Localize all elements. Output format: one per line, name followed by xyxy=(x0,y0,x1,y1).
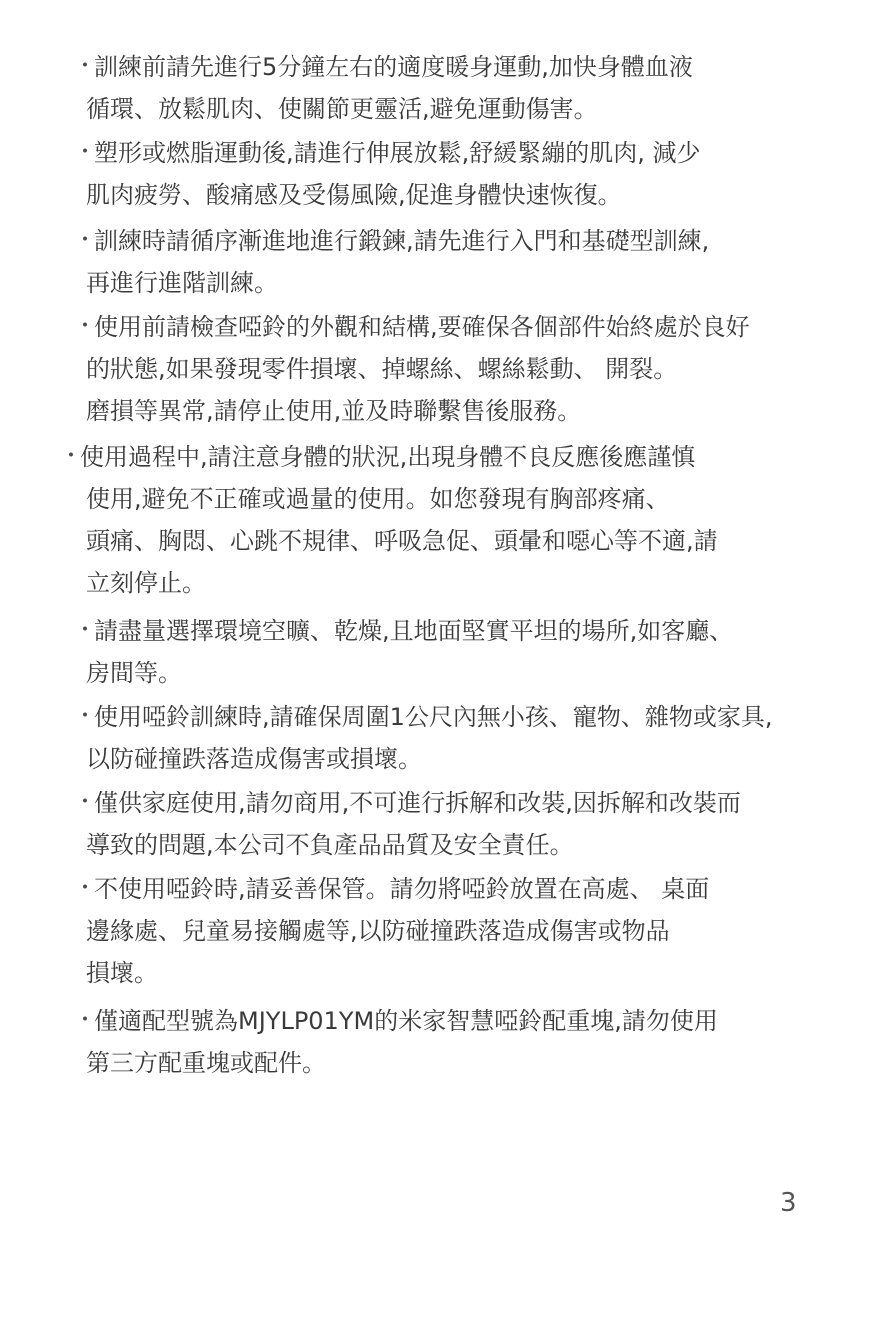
safety-item-warmup xyxy=(72,46,812,130)
item-text: 使用過程中,請注意身體的狀況,出現身體不良反應後應謹慎 xyxy=(80,443,696,471)
item-line xyxy=(72,1000,812,1042)
item-text: 訓練前請先進行5分鐘左右的適度暖身運動,加快身體血液 xyxy=(94,53,693,81)
bullet-icon: ・ xyxy=(74,314,97,339)
safety-item-compatibility xyxy=(72,1000,812,1084)
item-text: 訓練時請循序漸進地進行鍛鍊,請先進行入門和基礎型訓練, xyxy=(94,227,710,255)
safety-item-progression xyxy=(72,220,812,304)
item-line: 肌肉疲勞、酸痛感及受傷風險,促進身體快速恢復。 xyxy=(86,181,622,209)
item-line: 導致的問題,本公司不負產品品質及安全責任。 xyxy=(86,831,574,859)
item-line xyxy=(72,868,812,910)
item-line xyxy=(58,436,818,478)
bullet-icon: ・ xyxy=(74,704,97,729)
bullet-icon: ・ xyxy=(74,140,97,165)
safety-item-surroundings xyxy=(72,696,812,780)
item-text: 僅供家庭使用,請勿商用,不可進行拆解和改裝,因拆解和改裝而 xyxy=(94,789,741,817)
item-line: 房間等。 xyxy=(86,659,182,687)
safety-item-storage xyxy=(72,868,812,994)
item-line xyxy=(72,696,812,738)
item-line: 磨損等異常,請停止使用,並及時聯繫售後服務。 xyxy=(86,397,582,425)
item-line: 第三方配重塊或配件。 xyxy=(86,1049,326,1077)
safety-item-environment xyxy=(72,610,812,694)
page-number: 3 xyxy=(780,1188,797,1218)
item-text: 使用前請檢查啞鈴的外觀和結構,要確保各個部件始終處於良好 xyxy=(94,313,750,341)
bullet-icon: ・ xyxy=(74,876,97,901)
bullet-icon: ・ xyxy=(74,228,97,253)
item-line: 立刻停止。 xyxy=(86,569,206,597)
bullet-icon: ・ xyxy=(74,54,97,79)
item-text: 僅適配型號為MJYLP01YM的米家智慧啞鈴配重塊,請勿使用 xyxy=(94,1007,718,1035)
item-line: 再進行進階訓練。 xyxy=(86,269,278,297)
item-text: 塑形或燃脂運動後,請進行伸展放鬆,舒緩緊繃的肌肉, 減少 xyxy=(94,139,701,167)
safety-item-household-use xyxy=(72,782,812,866)
safety-item-inspection xyxy=(72,306,812,432)
bullet-icon: ・ xyxy=(74,790,97,815)
bullet-icon: ・ xyxy=(60,444,83,469)
safety-item-body-condition xyxy=(58,436,818,604)
item-line: 以防碰撞跌落造成傷害或損壞。 xyxy=(86,745,422,773)
item-line: 循環、放鬆肌肉、使關節更靈活,避免運動傷害。 xyxy=(86,95,598,123)
item-line xyxy=(72,306,812,348)
item-text: 使用啞鈴訓練時,請確保周圍1公尺內無小孩、寵物、雜物或家具, xyxy=(94,703,773,731)
item-line xyxy=(72,46,812,88)
item-line: 頭痛、胸悶、心跳不規律、呼吸急促、頭暈和噁心等不適,請 xyxy=(86,527,718,555)
item-line: 損壞。 xyxy=(86,959,158,987)
item-line xyxy=(72,610,812,652)
item-line xyxy=(72,132,812,174)
safety-item-stretch xyxy=(72,132,812,216)
bullet-icon: ・ xyxy=(74,1008,97,1033)
item-line xyxy=(72,782,812,824)
item-text: 請盡量選擇環境空曠、乾燥,且地面堅實平坦的場所,如客廳、 xyxy=(94,617,734,645)
bullet-icon: ・ xyxy=(74,618,97,643)
item-line: 邊緣處、兒童易接觸處等,以防碰撞跌落造成傷害或物品 xyxy=(86,917,670,945)
item-text: 不使用啞鈴時,請妥善保管。請勿將啞鈴放置在高處、 桌面 xyxy=(94,875,710,903)
item-line: 使用,避免不正確或過量的使用。如您發現有胸部疼痛、 xyxy=(86,485,670,513)
item-line xyxy=(72,220,812,262)
item-line: 的狀態,如果發現零件損壞、掉螺絲、螺絲鬆動、 開裂。 xyxy=(86,355,678,383)
